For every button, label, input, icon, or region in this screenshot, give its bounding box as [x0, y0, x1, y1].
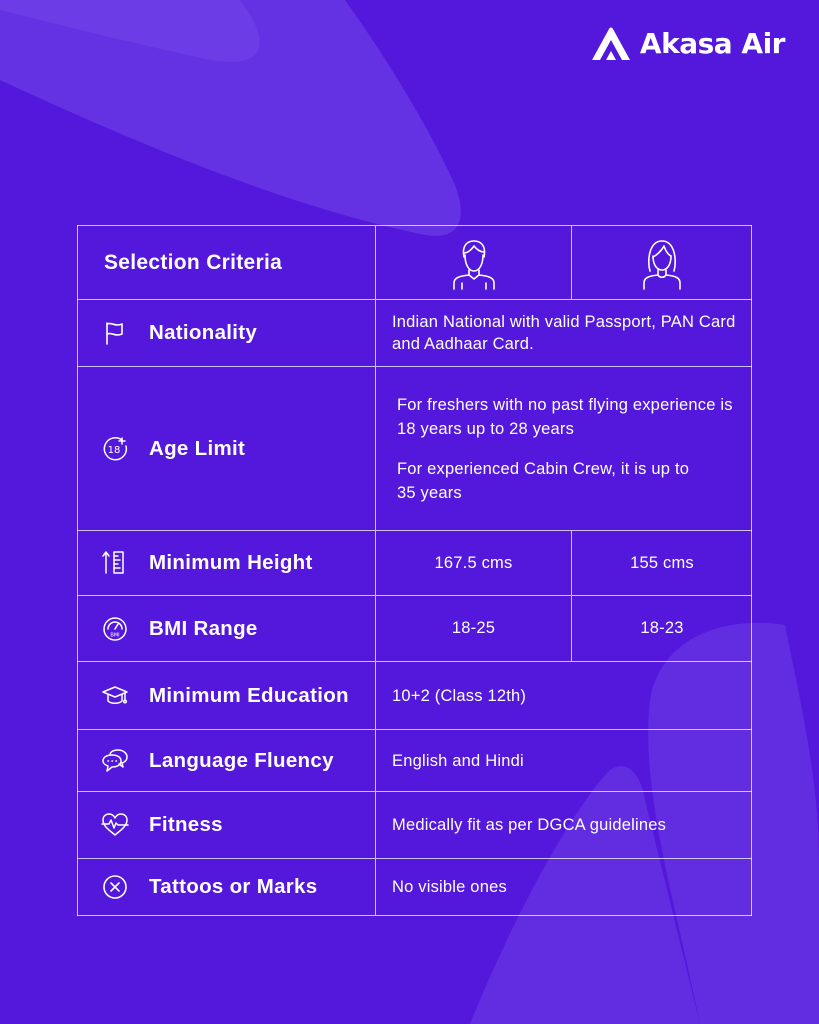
speech-bubbles-icon	[101, 747, 129, 775]
criteria-value: English and Hindi	[392, 751, 524, 770]
criteria-label: Minimum Education	[149, 683, 349, 707]
brand-logo	[590, 24, 785, 64]
male-person-icon	[450, 235, 498, 291]
x-circle-icon	[101, 873, 129, 901]
table-row	[77, 662, 752, 730]
criteria-label: Age Limit	[149, 436, 246, 460]
male-value: 167.5 cms	[434, 553, 513, 572]
table-row	[77, 730, 752, 792]
table-header-row	[77, 225, 752, 300]
criteria-label: Nationality	[149, 321, 258, 344]
table-title: Selection Criteria	[104, 250, 283, 274]
male-value: 18-25	[451, 619, 496, 637]
table-row	[77, 300, 752, 367]
graduation-cap-icon	[101, 682, 129, 710]
table-row	[77, 531, 752, 596]
criteria-label: Minimum Height	[149, 551, 313, 574]
table-row	[77, 596, 752, 662]
female-person-icon	[638, 235, 686, 291]
svg-text:BMI: BMI	[110, 632, 120, 638]
bmi-gauge-icon	[101, 615, 129, 643]
criteria-value: 10+2 (Class 12th)	[392, 686, 527, 705]
age-18-plus-icon	[101, 435, 129, 463]
akasa-logo-icon	[590, 26, 632, 62]
selection-criteria-table	[77, 225, 752, 916]
female-value: 18-23	[640, 619, 684, 637]
svg-text:18: 18	[107, 444, 121, 456]
criteria-value-freshers: For freshers with no past flying experience is 18 years up to 28 years	[397, 395, 733, 438]
criteria-label: BMI Range	[149, 616, 258, 640]
criteria-value: Indian National with valid Passport, PAN Card and Aadhaar Card.	[392, 313, 736, 353]
criteria-value: No visible ones	[392, 878, 507, 896]
flag-icon	[101, 319, 129, 347]
height-ruler-icon	[101, 549, 129, 577]
table-row	[77, 367, 752, 531]
table-row	[77, 859, 752, 916]
heart-pulse-icon	[101, 811, 129, 839]
criteria-label: Language Fluency	[149, 748, 334, 772]
table-row	[77, 792, 752, 859]
criteria-value: Medically fit as per DGCA guidelines	[392, 816, 667, 834]
criteria-label: Fitness	[149, 813, 223, 836]
female-value: 155 cms	[630, 553, 694, 572]
criteria-label: Tattoos or Marks	[149, 875, 318, 898]
brand-name: Akasa Air	[639, 27, 785, 60]
criteria-value-experienced: For experienced Cabin Crew, it is up to 35 years	[397, 459, 690, 502]
